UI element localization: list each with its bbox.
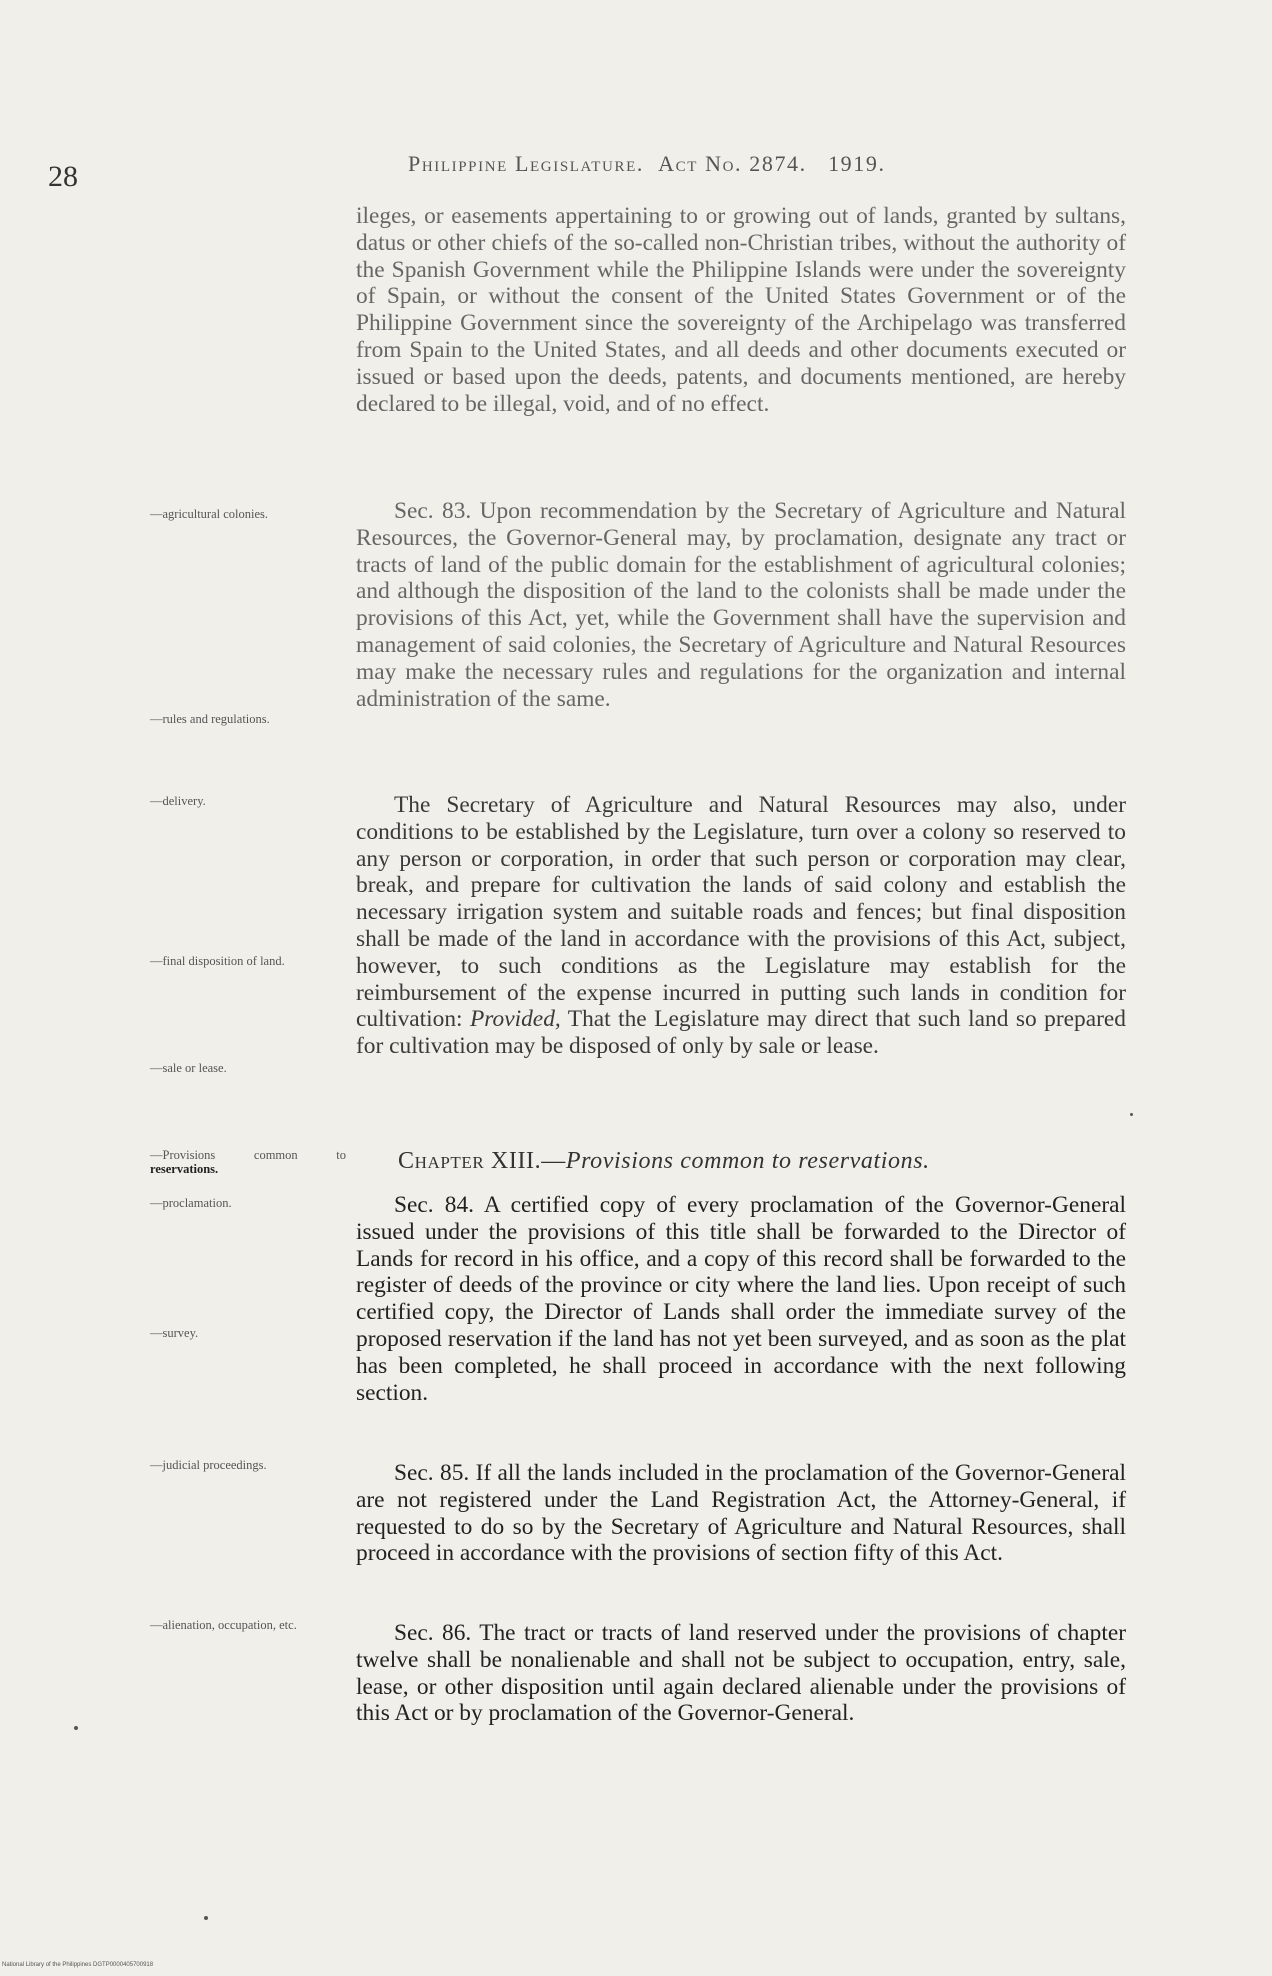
speck-mark: [204, 1916, 208, 1920]
paragraph-text: Sec. 86. The tract or tracts of land reserved under the provisions of chapter twelve shall be nonalienable and shall not be subject to occupation, entry, sale, lease, or other disposition until again declared alienable under the provisions of this Act or by proclamation of the Governor-General.: [356, 1620, 1126, 1727]
section-85: [356, 1460, 1126, 1567]
section-83: [356, 498, 1126, 712]
scan-credit: National Library of the Philippines DGTP0000405700918: [2, 1962, 154, 1968]
chapter-heading: [398, 1148, 930, 1175]
chapter-label: Chapter XIII.—: [398, 1148, 566, 1174]
speck-mark: [74, 1726, 78, 1730]
paragraph-text: The Secretary of Agriculture and Natural Resources may also, under conditions to be established by the Legislature, turn over a colony so reserved to any person or corporation, in order that such person or corporation may clear, break, and prepare for cultivation the lands of said colony and establish the necessary irrigation system and suitable roads and fences; but final disposition shall be made of the land in accordance with the provisions of this Act, subject, however, to such conditions as the Legislature may establish for the reimbursement of the expense incurred in putting such lands in condition for cultivation:: [356, 792, 1126, 1033]
paragraph-continuation: [356, 203, 1126, 417]
margin-note-survey: —survey.: [150, 1326, 199, 1340]
paragraph-text: Sec. 83. Upon recommendation by the Secretary of Agriculture and Natural Resources, the Governor-General may, by proclamation, designate any tract or tracts of land of the public domain for the establishment of agricultural colonies; and although the disposition of the land to the colonists shall be made under the provisions of this Act, yet, while the Government shall have the supervision and management of said colonies, the Secretary of Agriculture and Natural Resources may make the necessary rules and regulations for the organization and internal administration of the same.: [356, 498, 1126, 712]
running-head-title: Philippine Legislature.: [408, 151, 644, 176]
paragraph-text: Sec. 84. A certified copy of every proclamation of the Governor-General issued under the provisions of this title shall be forwarded to the Director of Lands for record in his office, and a copy of this record shall be forwarded to the register of deeds of the province or city where the land lies. Upon receipt of such certified copy, the Director of Lands shall order the immediate survey of the proposed reservation if the land has not yet been surveyed, and as soon as the plat has been completed, he shall proceed in accordance with the next following section.: [356, 1192, 1126, 1406]
section-83-delivery: [356, 792, 1126, 1060]
proviso-word: Provided,: [470, 1006, 561, 1033]
margin-note-text-bold: reservations.: [150, 1162, 219, 1176]
margin-note-provisions-common: [150, 1148, 346, 1176]
margin-note-rules-regulations: —rules and regulations.: [150, 712, 270, 726]
margin-note-final-disposition: —final disposition of land.: [150, 954, 285, 968]
section-84: [356, 1192, 1126, 1406]
page-number: 28: [48, 160, 78, 193]
running-head-act: Act No. 2874.: [658, 151, 807, 176]
section-86: [356, 1620, 1126, 1727]
paragraph-text: Sec. 85. If all the lands included in the proclamation of the Governor-General are not registered under the Land Registration Act, the Attorney-General, if requested to do so by the Secretary of Agriculture and Natural Resources, shall proceed in accordance with the provisions of section fifty of this Act.: [356, 1460, 1126, 1567]
margin-note-judicial-proceedings: —judicial proceedings.: [150, 1458, 267, 1472]
margin-note-text: —Provisions common to: [150, 1148, 346, 1162]
margin-note-delivery: —delivery.: [150, 794, 206, 808]
running-head-year: 1919.: [828, 151, 886, 176]
margin-note-proclamation: —proclamation.: [150, 1196, 232, 1210]
speck-mark: [1130, 1113, 1133, 1116]
running-head: [408, 151, 886, 177]
paragraph-text-end: That the Legislature may direct that such land so prepared for cultivation may be disposed of only by sale or lease.: [356, 1006, 1126, 1060]
chapter-title: Provisions common to reservations.: [565, 1148, 930, 1174]
margin-note-sale-or-lease: —sale or lease.: [150, 1061, 227, 1075]
margin-note-alienation-occupation: —alienation, occupation, etc.: [150, 1618, 297, 1632]
margin-note-agricultural-colonies: —agricultural colonies.: [150, 507, 269, 521]
paragraph-text: ileges, or easements appertaining to or growing out of lands, granted by sultans, datus or other chiefs of the so-called non-Christian tribes, without the authority of the Spanish Government while the Philippine Islands were under the sovereignty of Spain, or without the consent of the United States Government or of the Philippine Government since the sovereignty of the Archipelago was transferred from Spain to the United States, and all deeds and other documents executed or issued or based upon the deeds, patents, and documents mentioned, are hereby declared to be illegal, void, and of no effect.: [356, 203, 1126, 417]
